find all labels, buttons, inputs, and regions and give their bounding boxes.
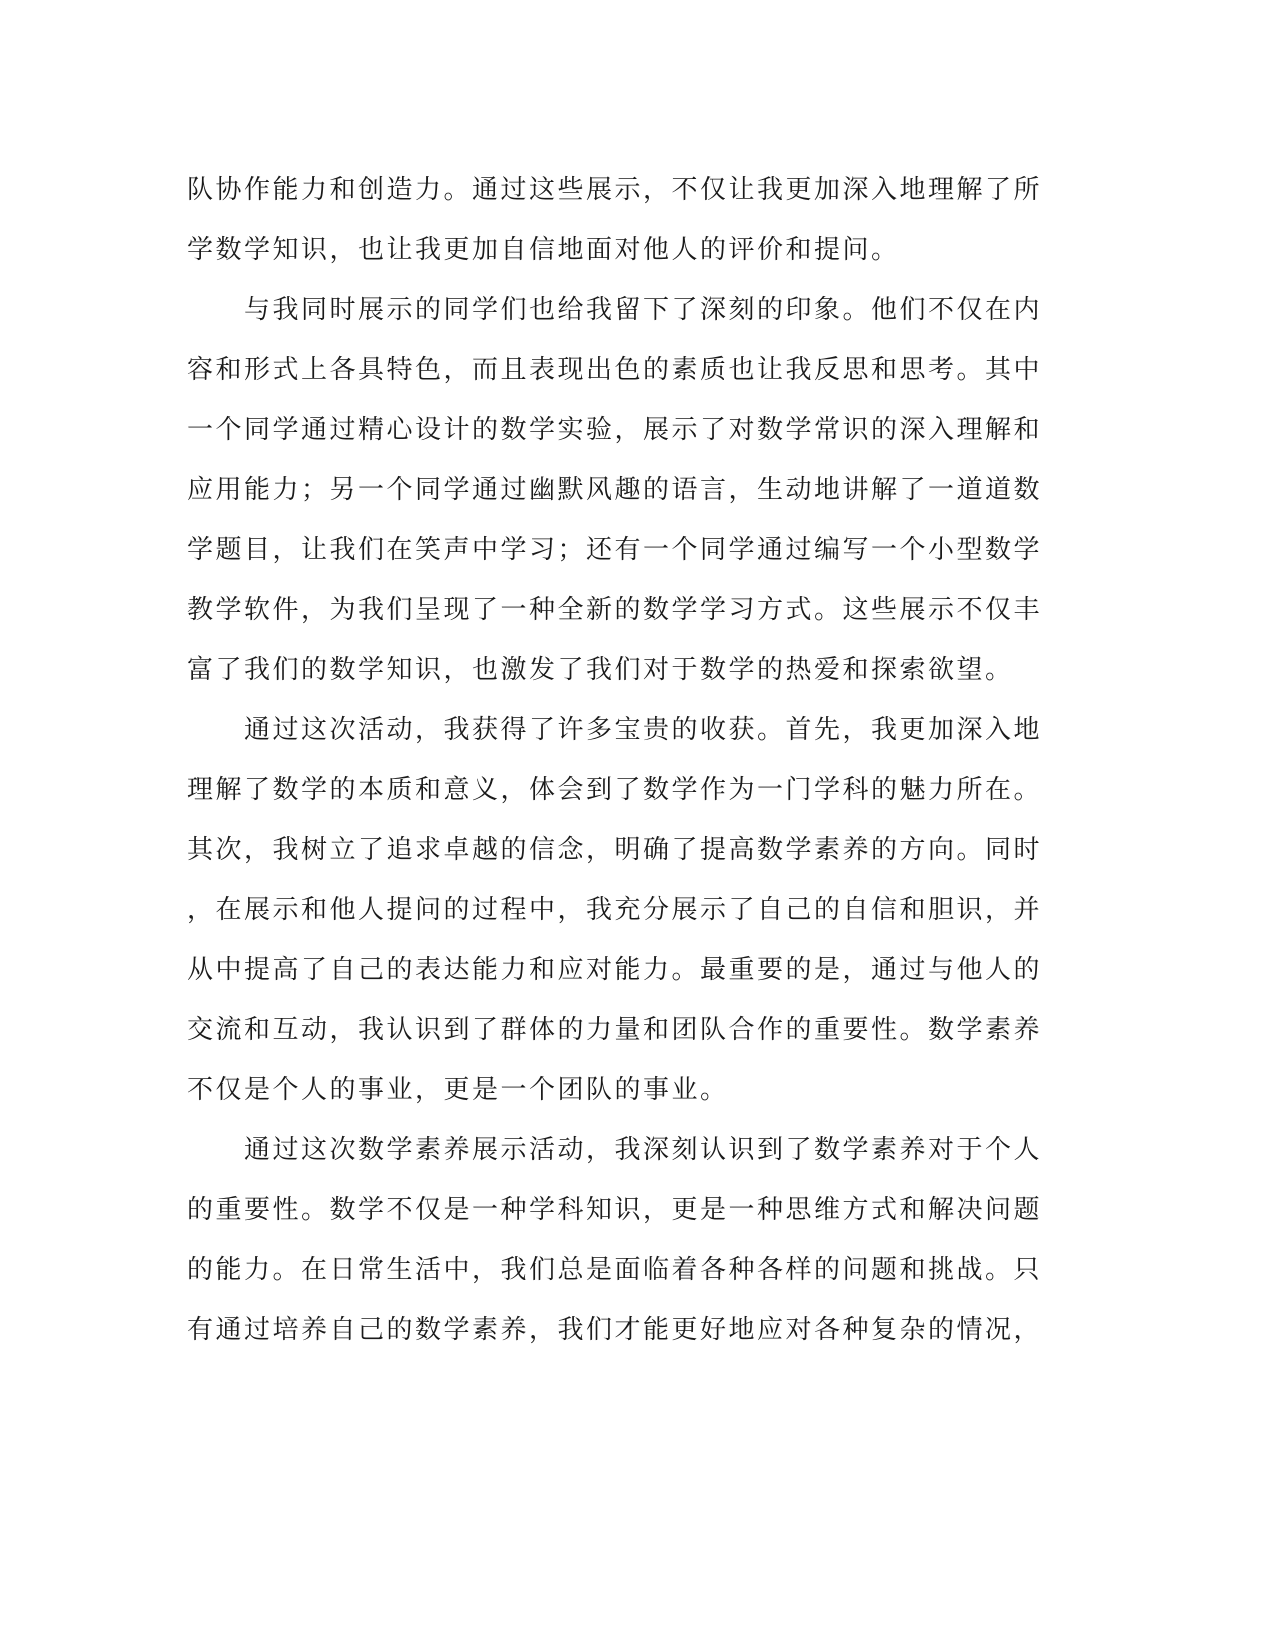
- text-line: 其次，我树立了追求卓越的信念，明确了提高数学素养的方向。同时: [187, 835, 1043, 865]
- text-line: 从中提高了自己的表达能力和应对能力。最重要的是，通过与他人的: [187, 955, 1043, 985]
- text-line: 学题目，让我们在笑声中学习；还有一个同学通过编写一个小型数学: [187, 535, 1043, 565]
- text-line: 的能力。在日常生活中，我们总是面临着各种各样的问题和挑战。只: [187, 1255, 1043, 1285]
- text-line: 与我同时展示的同学们也给我留下了深刻的印象。他们不仅在内: [187, 295, 1043, 325]
- text-line: ，在展示和他人提问的过程中，我充分展示了自己的自信和胆识，并: [187, 895, 1043, 925]
- text-line: 的重要性。数学不仅是一种学科知识，更是一种思维方式和解决问题: [187, 1195, 1043, 1225]
- text-line: 学数学知识，也让我更加自信地面对他人的评价和提问。: [187, 235, 900, 265]
- text-line: 容和形式上各具特色，而且表现出色的素质也让我反思和思考。其中: [187, 355, 1043, 385]
- text-line: 通过这次活动，我获得了许多宝贵的收获。首先，我更加深入地: [187, 715, 1043, 745]
- text-line: 一个同学通过精心设计的数学实验，展示了对数学常识的深入理解和: [187, 415, 1043, 445]
- text-line: 有通过培养自己的数学素养，我们才能更好地应对各种复杂的情况，: [187, 1315, 1043, 1345]
- text-line: 教学软件，为我们呈现了一种全新的数学学习方式。这些展示不仅丰: [187, 595, 1043, 625]
- text-line: 理解了数学的本质和意义，体会到了数学作为一门学科的魅力所在。: [187, 775, 1043, 805]
- text-line: 交流和互动，我认识到了群体的力量和团队合作的重要性。数学素养: [187, 1015, 1043, 1045]
- text-line: 队协作能力和创造力。通过这些展示，不仅让我更加深入地理解了所: [187, 175, 1043, 205]
- text-line: 不仅是个人的事业，更是一个团队的事业。: [187, 1075, 729, 1105]
- text-line: 通过这次数学素养展示活动，我深刻认识到了数学素养对于个人: [187, 1135, 1043, 1165]
- text-line: 富了我们的数学知识，也激发了我们对于数学的热爱和探索欲望。: [187, 655, 1014, 685]
- body-text: [187, 160, 1067, 1360]
- text-line: 应用能力；另一个同学通过幽默风趣的语言，生动地讲解了一道道数: [187, 475, 1043, 505]
